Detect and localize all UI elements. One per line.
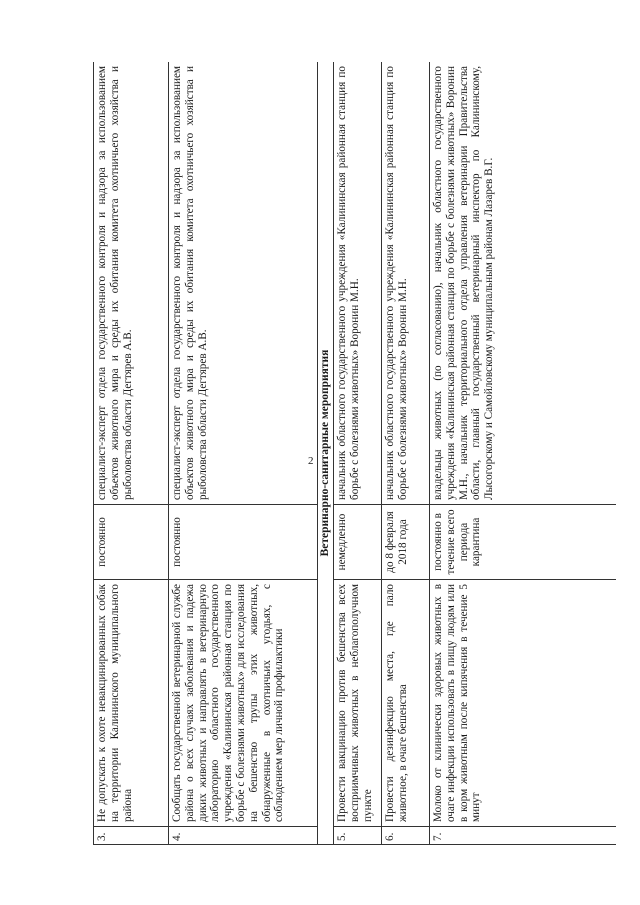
measure-text: Провести вакцинацию против бешенства всех восприимчивых животных в неблагополучном пункте <box>334 580 382 827</box>
responsible-text: владельцы животных (по согласованию), начальник областного государственного учреждения «Калининская районная станция по борьбе с болезнями животных» Воронин М.Н., начальник территориального отдела управления ветеринарии Правительства области, главный государственный ветеринарный инспектор по Калининскому, Лысогорскому и Самойловскому муниципальным районам Лазарев В.Г. <box>430 62 617 505</box>
responsible-text: специалист-эксперт отдела государственного контроля и надзора за использованием объектов животного мира и среды их обитания комитета охотничьего хозяйства и рыболовства области Дегтярев А.В. <box>94 62 169 505</box>
responsible-text: начальник областного государственного учреждения «Калининская районная станция по борьбе с болезнями животных» Воронин М.Н. <box>382 62 430 505</box>
term-text: постоянно <box>169 505 318 580</box>
row-number: 5. <box>334 827 382 845</box>
row-number: 6. <box>382 827 430 845</box>
rotated-table-frame <box>93 62 616 845</box>
measure-text: Провести дезинфекцию места, где пало животное, в очаге бешенства <box>382 580 430 827</box>
page-number: 2 <box>308 455 314 467</box>
section-title: Ветеринарно-санитарные мероприятия <box>318 62 334 845</box>
table-row <box>382 62 430 845</box>
responsible-text: начальник областного государственного учреждения «Калининская районная станция по борьбе с болезнями животных» Воронин М.Н. <box>334 62 382 505</box>
table-row <box>94 62 169 845</box>
row-number: 3. <box>94 827 169 845</box>
row-number: 7. <box>430 827 617 845</box>
section-row <box>318 62 334 845</box>
table-row <box>430 62 617 845</box>
table-row <box>334 62 382 845</box>
term-text: до 8 февраля 2018 года <box>382 505 430 580</box>
term-text: немедленно <box>334 505 382 580</box>
measure-text: Молоко от клинически здоровых животных в очаге инфекции использовать в пищу людям или в корм животным после кипячения в течение 5 минут <box>430 580 617 827</box>
term-text: постоянно в течение всего периода карантина <box>430 505 617 580</box>
table-row <box>169 62 318 845</box>
rotated-table-content <box>93 62 616 845</box>
responsible-text: специалист-эксперт отдела государственного контроля и надзора за использованием объектов животного мира и среды их обитания комитета охотничьего хозяйства и рыболовства области Дегтярев А.В. <box>169 62 318 505</box>
measures-table <box>93 62 616 845</box>
measure-text: Сообщать государственной ветеринарной службе района о всех случаях заболевания и падежа диких животных и направлять в ветеринарную лабораторию областного государственного учреждения «Калининская районная станция по борьбе с болезнями животных» для исследования на бешенство трупы этих животных, обнаруженные в охотничьих угодьях, с соблюдением мер личной профилактики <box>169 580 318 827</box>
measure-text: Не допускать к охоте невакцинированных собак на территории Калининского муниципального района <box>94 580 169 827</box>
row-number: 4. <box>169 827 318 845</box>
term-text: постоянно <box>94 505 169 580</box>
